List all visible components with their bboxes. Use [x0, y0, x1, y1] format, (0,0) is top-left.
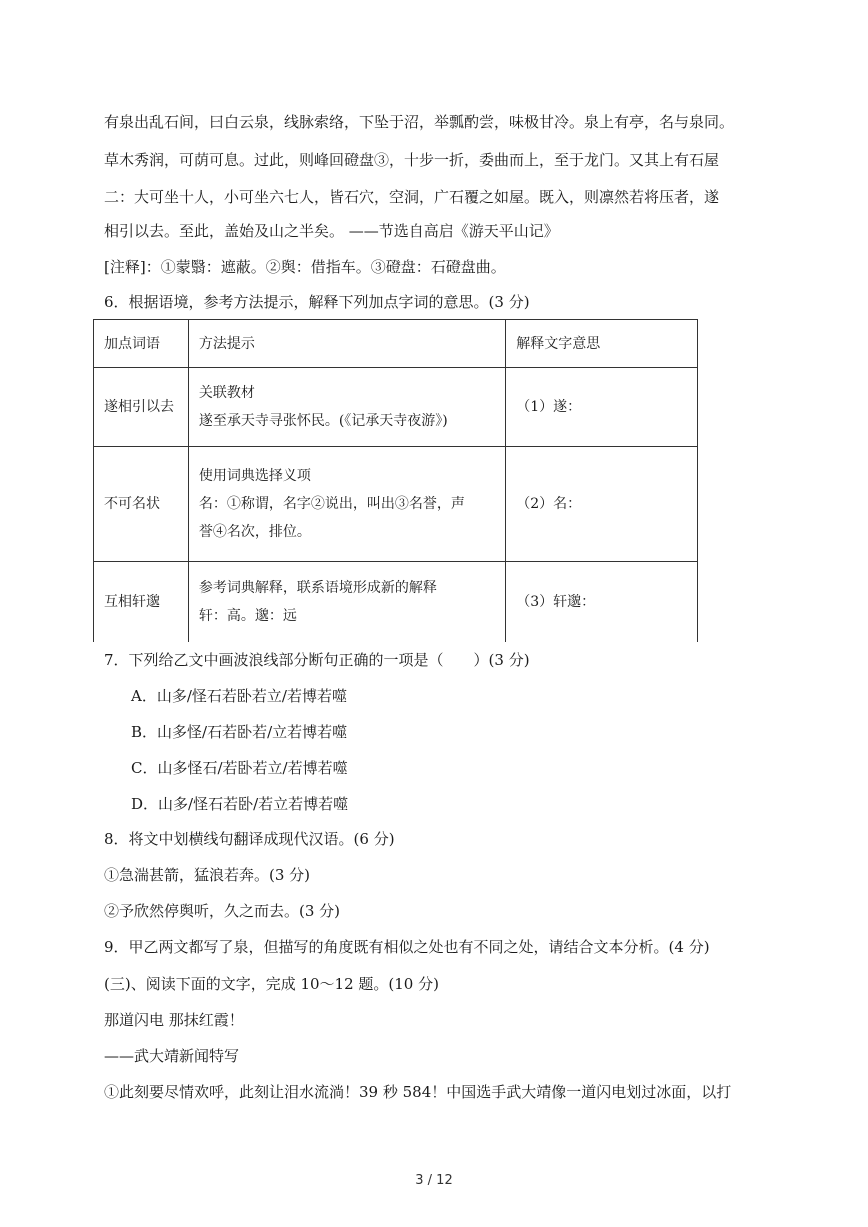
article-subtitle: ——武大靖新闻特写 [104, 1047, 240, 1065]
q8-stem: 8．将文中划横线句翻译成现代汉语。(6 分) [104, 830, 395, 848]
q7-option-b: B．山多怪/石若卧若/立若博若噬 [131, 723, 348, 741]
q9-stem: 9．甲乙两文都写了泉，但描写的角度既有相似之处也有不同之处，请结合文本分析。(4 分) [104, 938, 710, 956]
q6-term-1: 遂相引以去 [94, 368, 189, 447]
passage-line-4: 相引以去。至此，盖始及山之半矣。 ——节选自高启《游天平山记》 [104, 222, 559, 240]
q6-header-term: 加点词语 [94, 320, 189, 368]
q6-answer-2: （2）名： [506, 447, 698, 562]
q6-hint-2 [188, 447, 505, 562]
q6-term-2: 不可名状 [94, 447, 189, 562]
passage-notes: [注释]：①蒙翳：遮蔽。②舆：借指车。③磴盘：石磴盘曲。 [104, 258, 506, 276]
q6-hint-3 [188, 562, 505, 642]
q6-header-answer: 解释文字意思 [506, 320, 698, 368]
q6-answer-3: （3）轩邈： [506, 562, 698, 642]
q6-hint-3-line-2: 轩：高。邈：远 [198, 607, 297, 624]
q6-hint-2-line-2: 名：①称谓，名字②说出，叫出③名誉，声 [198, 496, 465, 512]
page-number: 3 / 12 [415, 1173, 453, 1188]
q6-row-1 [94, 368, 698, 447]
q6-row-2 [94, 447, 698, 562]
q6-row-3 [94, 562, 698, 642]
q6-hint-2-line-3: 誉④名次，排位。 [198, 524, 311, 540]
q8-item-1: ①急湍甚箭，猛浪若奔。(3 分) [104, 866, 311, 884]
q7-option-c: C．山多怪石/若卧若立/若博若噬 [131, 759, 348, 777]
passage-line-3: 二：大可坐十人，小可坐六七人，皆石穴，空洞，广石覆之如屋。既入，则凛然若将压者，遂 [104, 188, 720, 206]
q8-item-2: ②予欣然停舆听，久之而去。(3 分) [104, 902, 341, 920]
q7-stem: 7．下列给乙文中画波浪线部分断句正确的一项是（ ）(3 分) [104, 651, 530, 669]
q6-hint-1-line-1: 关联教材 [198, 385, 255, 401]
q6-header-hint: 方法提示 [188, 320, 505, 368]
q6-hint-1-line-2: 遂至承天寺寻张怀民。(《记承天寺夜游》) [198, 413, 448, 429]
q7-option-a: A．山多/怪石若卧若立/若博若噬 [131, 687, 347, 705]
q6-hint-1 [188, 368, 505, 447]
passage-line-1: 有泉出乱石间，曰白云泉，线脉索络，下坠于沼，举瓢酌尝，味极甘冷。泉上有亭，名与泉同。 [104, 113, 735, 131]
section3-heading: (三)、阅读下面的文字，完成 10～12 题。(10 分) [104, 975, 439, 993]
q6-hint-2-line-1: 使用词典选择义项 [198, 468, 311, 484]
q7-option-d: D．山多/怪石若卧/若立若博若噬 [131, 795, 349, 813]
article-title: 那道闪电 那抹红霞！ [104, 1011, 244, 1029]
passage-line-2: 草木秀润，可荫可息。过此，则峰回磴盘③，十步一折，委曲而上，至于龙门。又其上有石屋 [104, 151, 720, 169]
q6-table [93, 319, 698, 642]
q6-hint-3-line-1: 参考词典解释，联系语境形成新的解释 [198, 579, 437, 596]
q6-stem: 6．根据语境，参考方法提示，解释下列加点字词的意思。(3 分) [104, 293, 530, 311]
q6-term-3: 互相轩邈 [94, 562, 189, 642]
q6-answer-1: （1）遂： [506, 368, 698, 447]
q6-header-row [94, 320, 698, 368]
article-paragraph-1: ①此刻要尽情欢呼，此刻让泪水流淌！39 秒 584！中国选手武大靖像一道闪电划过冰面，以打 [104, 1083, 732, 1101]
